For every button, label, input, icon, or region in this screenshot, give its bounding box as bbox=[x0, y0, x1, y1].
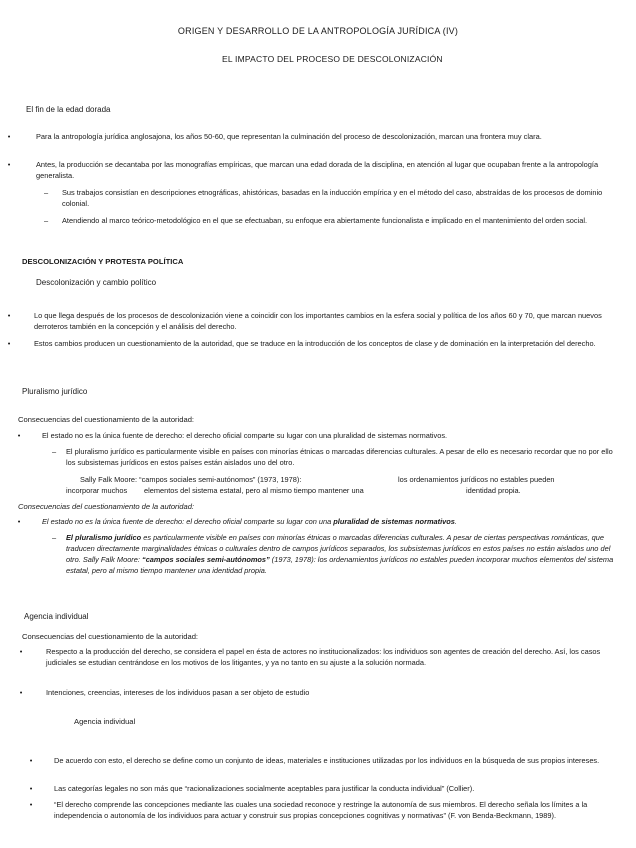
bullet-dot-icon: • bbox=[29, 756, 33, 765]
dash-bullet-icon: – bbox=[52, 533, 57, 542]
bullet-dot-icon: • bbox=[17, 431, 21, 440]
document-title: ORIGEN Y DESARROLLO DE LA ANTROPOLOGÍA JURÍDICA (IV) bbox=[177, 26, 459, 36]
bullet-dot-icon: • bbox=[19, 688, 23, 697]
section-heading-individual-agency: Agencia individual bbox=[24, 612, 89, 621]
paragraph-italic: El pluralismo jurídico es particularmente visible en países con minorías étnicas o marcadas diferencias culturales. A pesar de ciertas perspectivas románticas, que traducen directamente marginalidades étnicas o culturales dentro de campos jurídicos separados, los subsistemas jurídicos en estos países no están aislados uno del otro. Sally Falk Moore: “campos sociales semi-autónomos” (1973, 1978): los ordenamientos jurídicos no estables pueden incorporar muchos elementos del sistema estatal, pero al mismo tiempo mantener una identidad propia. bbox=[66, 533, 614, 575]
moore-text: los ordenamientos jurídicos no estables pueden bbox=[398, 475, 555, 484]
paragraph: El estado no es la única fuente de derecho: el derecho oficial comparte su lugar con una pluralidad de sistemas normativos. bbox=[42, 431, 448, 440]
paragraph: Intenciones, creencias, intereses de los individuos pasan a ser objeto de estudio bbox=[46, 688, 310, 697]
consequences-label: Consecuencias del cuestionamiento de la autoridad: bbox=[22, 632, 199, 641]
document-subtitle: EL IMPACTO DEL PROCESO DE DESCOLONIZACIÓN bbox=[222, 54, 443, 64]
moore-text: elementos del sistema estatal, pero al mismo tiempo mantener una bbox=[144, 486, 364, 495]
moore-text: identidad propia. bbox=[466, 486, 521, 495]
paragraph-italic: El estado no es la única fuente de derecho: el derecho oficial comparte su lugar con una pluralidad de sistemas normativos. bbox=[42, 517, 457, 526]
dash-bullet-icon: – bbox=[52, 447, 57, 456]
paragraph: Estos cambios producen un cuestionamiento de la autoridad, que se traduce en la introducción de los conceptos de clase y de dominación en la interpretación del derecho. bbox=[34, 339, 596, 348]
dash-bullet-icon: – bbox=[44, 216, 49, 225]
paragraph: Las categorías legales no son más que “racionalizaciones socialmente aceptables para justificar la conducta individual” (Collier). bbox=[54, 784, 475, 793]
bullet-dot-icon: • bbox=[7, 160, 11, 169]
section-heading-legal-pluralism: Pluralismo jurídico bbox=[22, 387, 88, 396]
bullet-dot-icon: • bbox=[19, 647, 23, 656]
bullet-dot-icon: • bbox=[7, 311, 11, 320]
paragraph: Antes, la producción se decantaba por las monografías empíricas, que marcan una edad dorada de la disciplina, en atención al lugar que ocupaban frente a la antropología generalista. bbox=[36, 160, 599, 180]
paragraph: Lo que llega después de los procesos de descolonización viene a coincidir con los importantes cambios en la esfera social y política de los años 60 y 70, que marcan nuevos derroteros también en la concepción y el análisis del derecho. bbox=[34, 311, 602, 331]
paragraph: Respecto a la producción del derecho, se considera el papel en ésta de actores no institucionalizados: los individuos son agentes de creación del derecho. Así, los casos judiciales se estudian centrándose en los motivos de los litigantes, y ya no tanto en su ajuste a la solución normada. bbox=[46, 647, 601, 667]
section-heading-decolonization: DESCOLONIZACIÓN Y PROTESTA POLÍTICA bbox=[22, 257, 184, 266]
subsection-heading: Descolonización y cambio político bbox=[36, 278, 157, 287]
bullet-dot-icon: • bbox=[29, 784, 33, 793]
paragraph: “El derecho comprende las concepciones mediante las cuales una sociedad reconoce y restringe la autonomía de sus miembros. El derecho señala los límites a la independencia o autonomía de los individuos para actuar y construir sus propias concepciones cognitivas y normativas” (F. von Benda-Beckmann, 1989). bbox=[54, 800, 588, 820]
bullet-dot-icon: • bbox=[7, 132, 11, 141]
paragraph: El pluralismo jurídico es particularmente visible en países con minorías étnicas o marcadas diferencias culturales. A pesar de ello es necesario recordar que no por ello los subsistemas jurídicos en estos países están aislados uno del otro. bbox=[66, 447, 613, 467]
subsection-heading: Agencia individual bbox=[74, 717, 136, 726]
paragraph: Atendiendo al marco teórico-metodológico en el que se efectuaban, su enfoque era abiertamente funcionalista e implicado en el mantenimiento del orden social. bbox=[62, 216, 588, 225]
moore-text: incorporar muchos bbox=[66, 486, 128, 495]
bullet-dot-icon: • bbox=[17, 517, 21, 526]
paragraph: De acuerdo con esto, el derecho se define como un conjunto de ideas, materiales e instituciones utilizadas por los individuos en la búsqueda de sus propios intereses. bbox=[54, 756, 600, 765]
bullet-dot-icon: • bbox=[29, 800, 33, 809]
paragraph: Para la antropología jurídica anglosajona, los años 50-60, que representan la culminación del proceso de descolonización, marcan una frontera muy clara. bbox=[36, 132, 542, 141]
moore-citation: Sally Falk Moore: “campos sociales semi-autónomos” (1973, 1978): bbox=[80, 475, 302, 484]
paragraph: Sus trabajos consistían en descripciones etnográficas, ahistóricas, basadas en la inducción empírica y en el método del caso, abstraídas de los procesos de dominio colonial. bbox=[62, 188, 603, 208]
section-heading-golden-age: El fin de la edad dorada bbox=[26, 105, 111, 114]
bullet-dot-icon: • bbox=[7, 339, 11, 348]
consequences-label: Consecuencias del cuestionamiento de la autoridad: bbox=[18, 415, 195, 424]
consequences-label-italic: Consecuencias del cuestionamiento de la autoridad: bbox=[18, 502, 195, 511]
dash-bullet-icon: – bbox=[44, 188, 49, 197]
